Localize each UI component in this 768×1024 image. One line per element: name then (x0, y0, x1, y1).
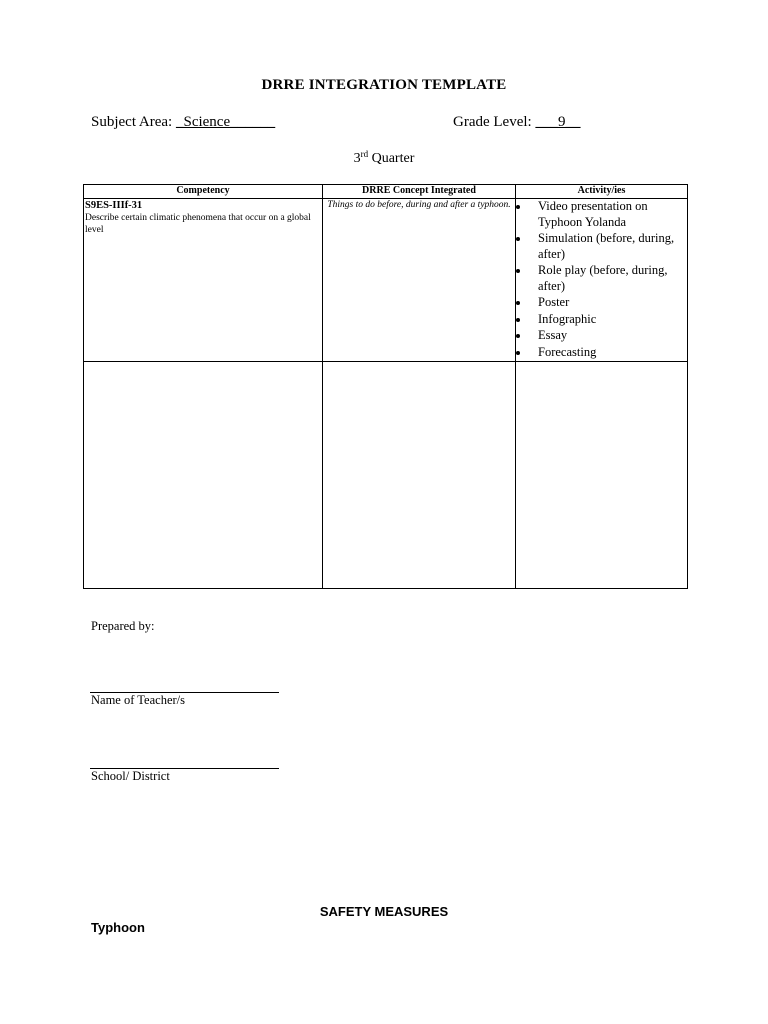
bullet-icon (516, 269, 520, 273)
activity-text: Essay (538, 328, 568, 342)
subject-area-field (91, 114, 275, 131)
activity-text: Simulation (before, during, after) (538, 231, 675, 261)
safety-measures-heading: SAFETY MEASURES (319, 904, 449, 919)
list-item (538, 328, 687, 344)
activity-text: Forecasting (538, 344, 597, 359)
list-item (538, 295, 687, 311)
bullet-icon (516, 334, 520, 338)
list-item (538, 199, 687, 230)
header-competency: Competency (84, 185, 323, 199)
quarter-label: Quarter (371, 151, 415, 166)
bullet-icon (516, 301, 520, 305)
prepared-by-label: Prepared by: (91, 619, 155, 633)
concept-text: Things to do before, during and after a typhoon. (327, 200, 511, 210)
header-drre-concept: DRRE Concept Integrated (323, 185, 516, 199)
bullet-icon (516, 318, 520, 322)
typhoon-heading: Typhoon (91, 920, 145, 935)
quarter-number: 3 (353, 151, 361, 166)
list-item (538, 345, 687, 361)
drre-table (83, 184, 688, 589)
activity-text: Role play (before, during, after) (538, 263, 668, 293)
teacher-name-label: Name of Teacher/s (91, 693, 185, 707)
activities-list (516, 199, 687, 360)
quarter-suffix: rd (360, 149, 369, 159)
concept-cell (323, 199, 516, 362)
header-activities: Activity/ies (516, 185, 688, 199)
activity-text: Poster (538, 295, 570, 309)
empty-concept-cell (323, 362, 516, 589)
table-row (84, 362, 688, 589)
grade-level-value: ___9__ (535, 114, 581, 130)
table-row (84, 199, 688, 362)
grade-level-field (453, 114, 580, 131)
document-title: DRRE INTEGRATION TEMPLATE (261, 77, 507, 93)
activity-text: Infographic (538, 311, 597, 326)
empty-activities-cell (516, 362, 688, 589)
bullet-icon (516, 351, 520, 355)
bullet-icon (516, 237, 520, 241)
quarter-heading (0, 149, 768, 167)
competency-cell (84, 199, 323, 362)
list-item (538, 312, 687, 328)
list-item (538, 263, 687, 294)
activity-text: Video presentation on Typhoon Yolanda (538, 199, 648, 229)
activities-cell (516, 199, 688, 362)
subject-area-value: _Science______ (175, 114, 276, 130)
competency-description: Describe certain climatic phenomena that occur on a global level (85, 213, 311, 235)
empty-competency-cell (84, 362, 323, 589)
list-item (538, 231, 687, 262)
grade-level-label: Grade Level: (453, 114, 532, 130)
competency-code: S9ES-IIIf-31 (85, 200, 143, 211)
bullet-icon (516, 205, 520, 209)
subject-area-label: Subject Area: (91, 114, 173, 130)
school-district-label: School/ District (91, 769, 170, 783)
